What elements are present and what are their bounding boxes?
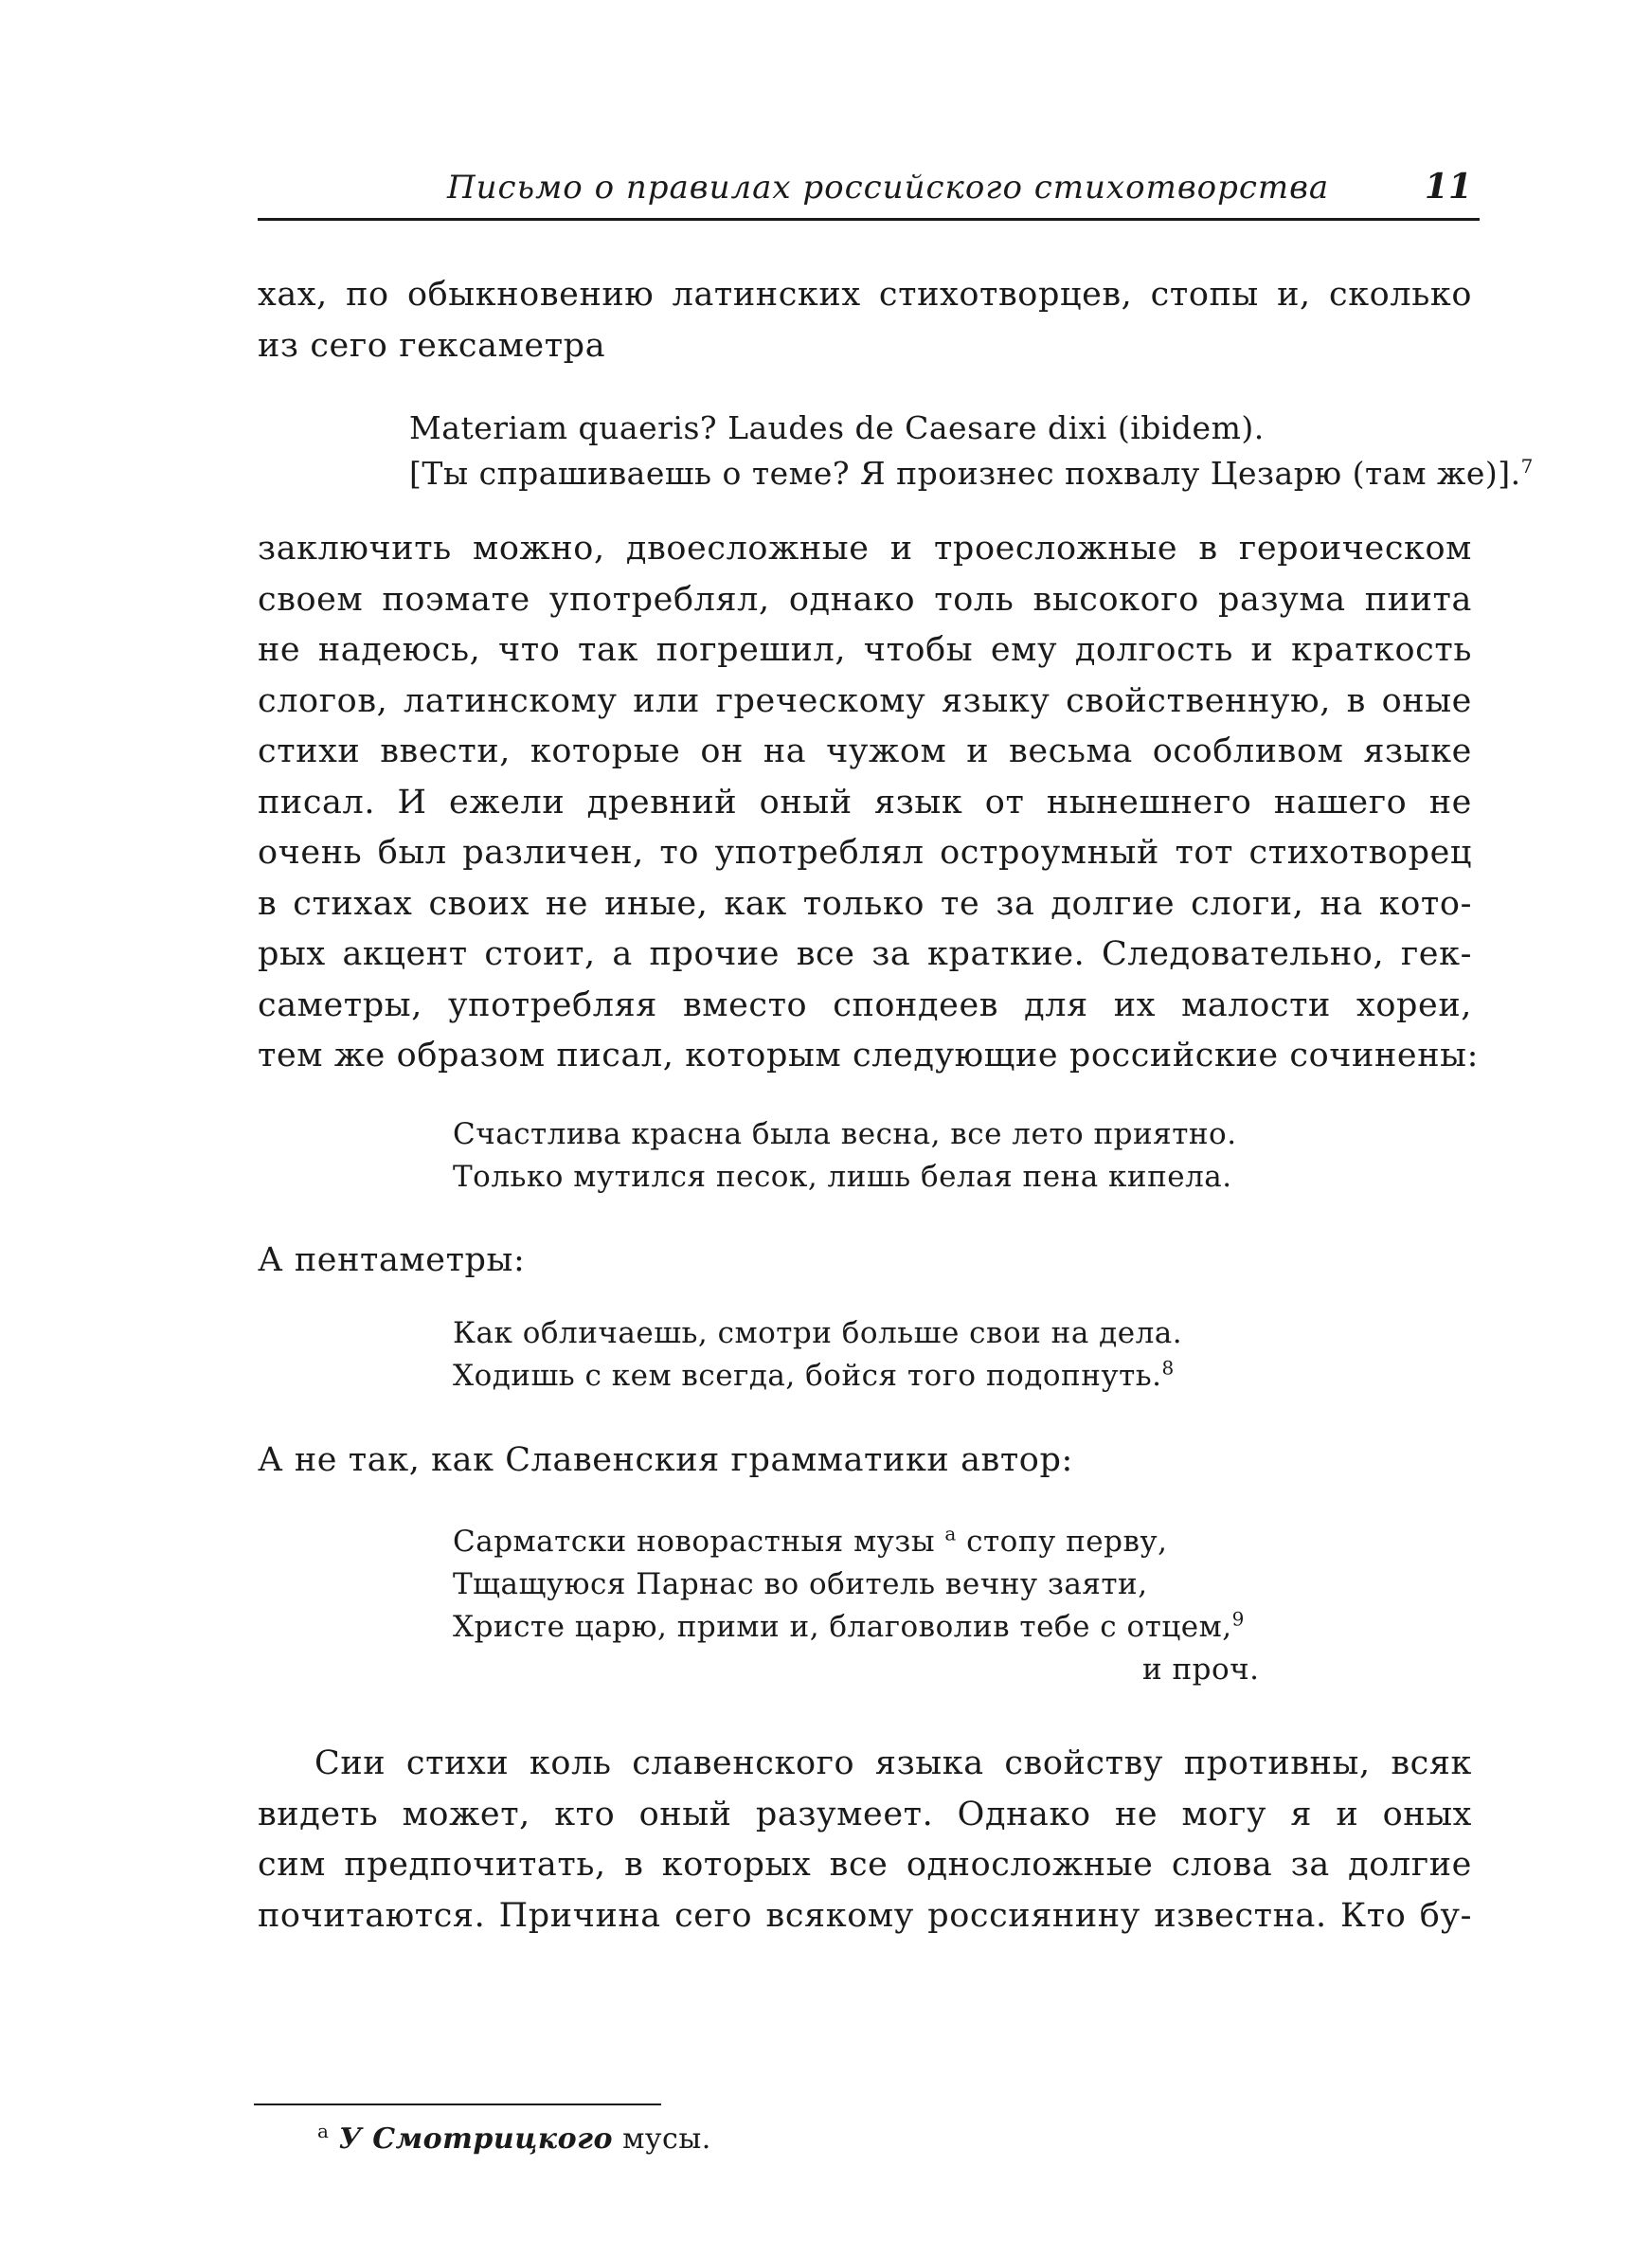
quote-line-translation: [Ты спрашиваешь о теме? Я произнес похвалу Цезарю (там же)].$^7$ (409, 455, 1534, 492)
verse-line: и проч. (1142, 1652, 1260, 1687)
pentameter-intro (258, 1236, 525, 1287)
verse-line: Тщащуюся Парнас во обитель вечну заяти, (453, 1567, 1148, 1601)
text-line: хах, по обыкновению латинских стихотворцев, стопы и, сколько (258, 276, 1472, 314)
verse-line: Сарматски новорастныя музы $^а$ стопу перву, (453, 1522, 1168, 1559)
running-title: Письмо о правилах российского стихотворства (447, 169, 1330, 207)
verse-line: Ходишь с кем всегда, бойся того подопнуть.$^8$ (453, 1356, 1175, 1393)
verse-line: Только мутился песок, лишь белая пена кипела. (453, 1160, 1232, 1194)
paragraph-1 (258, 270, 1472, 371)
running-header (258, 163, 1480, 221)
text-line: видеть может, кто оный разумеет. Однако не могу я и оных (258, 1795, 1472, 1833)
latin-quote (409, 406, 1534, 497)
footnote-text: мусы. (622, 2122, 711, 2156)
grammar-intro (258, 1435, 1073, 1487)
text-line: не надеюсь, что так погрешил, чтобы ему долгость и краткость (258, 631, 1472, 669)
text-line: А пентаметры: (258, 1241, 526, 1279)
footnote-ref: 8 (1161, 1356, 1175, 1380)
text-line: тем же образом писал, которым следующие российские сочинены: (258, 1037, 1479, 1074)
pentameter-example (453, 1312, 1182, 1398)
text-line: почитаются. Причина сего всякому россиянину известна. Кто бу- (258, 1896, 1472, 1935)
footnote (317, 2122, 711, 2156)
text-line: саметры, употребляя вместо спондеев для их малости хореи, (258, 985, 1472, 1024)
footnote-ref: 7 (1520, 455, 1534, 478)
text-line: писал. И ежели древний оный язык от нынешнего нашего не (258, 783, 1472, 822)
text-line: заключить можно, двоесложные и троесложные в героическом (258, 530, 1472, 568)
footnote-italic: У Смотрицкого (338, 2122, 614, 2156)
text-line: Сии стихи коль славенского языка свойству противны, всяк (314, 1744, 1472, 1782)
page-number: 11 (1424, 167, 1472, 207)
text-line: в стихах своих не иные, как только те за долгие слоги, на кото- (258, 884, 1472, 923)
verse-line: Как обличаешь, смотри больше свои на дела. (453, 1316, 1183, 1350)
paragraph-3 (258, 1739, 1472, 1941)
hexameter-example (453, 1113, 1237, 1199)
grammar-example (453, 1521, 1260, 1691)
footnote-rule (254, 2104, 661, 2105)
text-line: очень был различен, то употреблял остроумный тот стихотворец (258, 834, 1472, 872)
verse-line: Христе царю, прими и, благоволив тебе с отцем,$^9$ (453, 1607, 1245, 1644)
text-line: слогов, латинскому или греческому языку свойственную, в оные (258, 681, 1472, 720)
quote-line-latin: Materiam quaeris? Laudes de Caesare dixi (ibidem). (409, 409, 1265, 446)
text-line: своем поэмате употреблял, однако толь высокого разума пиита (258, 580, 1472, 619)
text-line: А не так, как Славенския грамматики автор: (258, 1441, 1073, 1479)
footnote-ref: 9 (1231, 1607, 1245, 1631)
text-line: стихи ввести, которые он на чужом и весьма особливом языке (258, 732, 1472, 770)
text-line: из сего гексаметра (258, 326, 606, 365)
footnote-marker: а (317, 2120, 330, 2142)
paragraph-2 (258, 524, 1479, 1082)
verse-line: Счастлива красна была весна, все лето приятно. (453, 1117, 1237, 1151)
footnote-ref: а (944, 1522, 957, 1545)
text-line: сим предпочитать, в которых все односложные слова за долгие (258, 1846, 1472, 1884)
text-line: рых акцент стоит, а прочие все за краткие. Следовательно, гек- (258, 935, 1472, 973)
